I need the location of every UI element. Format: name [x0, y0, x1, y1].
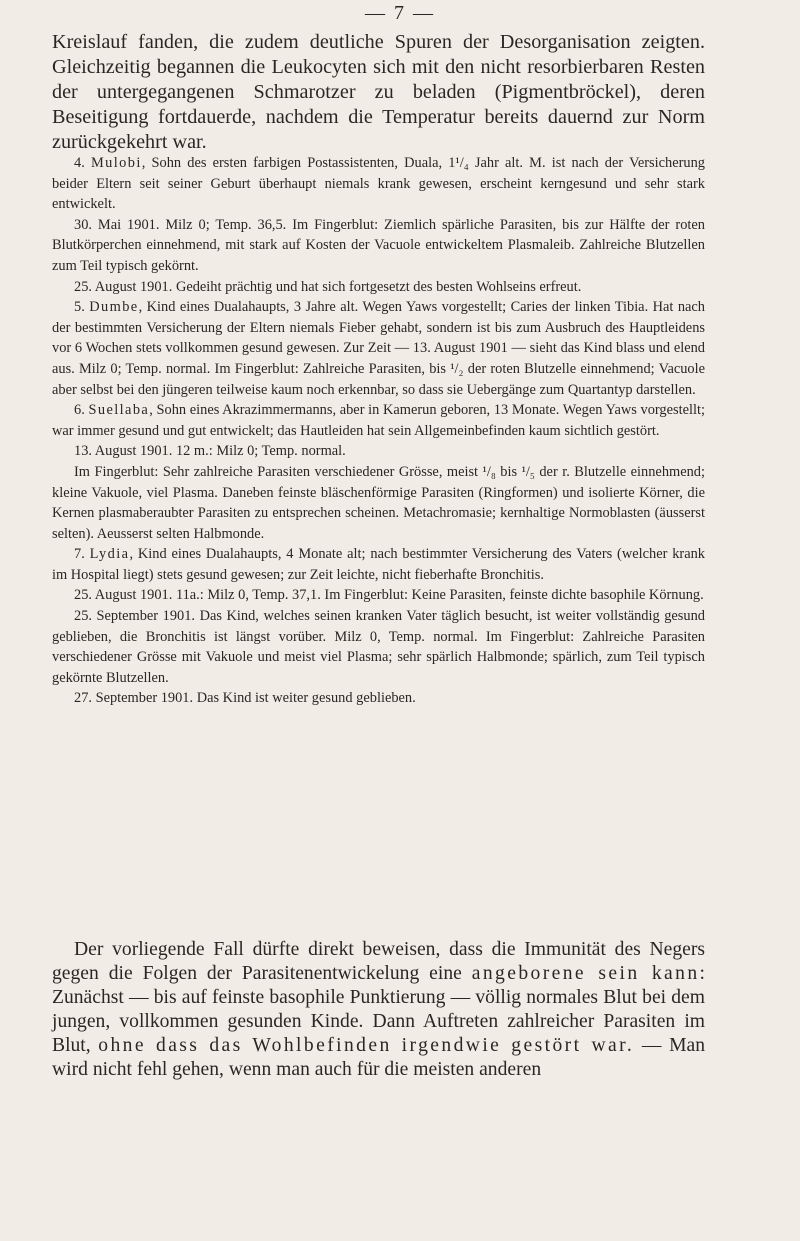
patient-name: Lydia — [89, 546, 130, 563]
conclusion-paragraph — [52, 938, 705, 1082]
case-paragraph: 25. August 1901. Gedeiht prächtig und hat sich fortgesetzt des besten Wohlseins erfreut. — [74, 278, 582, 295]
case-paragraph: 5. Dumbe, Kind eines Dualahaupts, 3 Jahre alt. Wegen Yaws vorgestellt; Caries der linken Tibia. Hat nach der bestimmten Versicherung der Eltern niemals Fieber gehabt, sondern ist bis zum Ausbruch des Hauptleidens vor 6 Wochen stets vollkommen gesund gewesen. Zur Zeit — 13. August 1901 — sieht das Kind blass und elend aus. Milz 0; Temp. normal. Im Fingerblut: Zahlreiche Parasiten, bis ¹/₂ der roten Blutzelle einnehmend; Vacuole aber selbst bei den jüngeren teilweise kaum noch erkennbar, so dass sie Uebergänge zum Quartantyp darstellen. — [52, 299, 705, 398]
emphasis-spaced: ohne dass das Wohlbefinden irgendwie gestört war. — [98, 1035, 635, 1056]
conclusion-text: Der vorliegende Fall dürfte direkt beweisen, dass die Immunität des Negers gegen die Folgen der Parasitenentwickelung eine angeborene sein kann: Zunächst — bis auf feinste basophile Punktierung — völlig normales Blut bei dem jungen, vollkommen gesunden Kinde. Dann Auftreten zahlreicher Parasiten im Blut, ohne dass das Wohlbefinden irgendwie gestört war. — Man wird nicht fehl gehen, wenn man auch für die meisten anderen — [52, 939, 705, 1080]
case-paragraph: Im Fingerblut: Sehr zahlreiche Parasiten verschiedener Grösse, meist ¹/₈ bis ¹/₅ der r. Blutzelle einnehmend; kleine Vakuole, viel Plasma. Daneben feinste bläschenförmige Parasiten (Ringformen) und isolierte Körner, die Kernen plasmaberaubter Parasiten zu entsprechen scheinen. Metachromasie; kernhaltige Normoblasten (äusserst selten). Aeusserst selten Halbmonde. — [52, 463, 705, 542]
emphasis-spaced: angeborene sein kann — [471, 963, 700, 984]
patient-name: Dumbe — [89, 299, 139, 316]
page-number: — 7 — — [365, 2, 435, 24]
intro-paragraph — [52, 30, 705, 155]
case-paragraph: 6. Suellaba, Sohn eines Akrazimmermanns, aber in Kamerun geboren, 13 Monate. Wegen Yaws vorgestellt; war immer gesund und gut entwickelt; das Hautleiden hat sein Allgemeinbefinden kaum sichtlich gestört. — [52, 402, 705, 439]
patient-name: Mulobi — [90, 155, 142, 171]
case-paragraph: 30. Mai 1901. Milz 0; Temp. 36,5. Im Fingerblut: Ziemlich spärliche Parasiten, bis zur Hälfte der roten Blutkörperchen einnehmend, mit stark auf Kosten der Vacuole entwickeltem Plasmaleib. Zahlreiche Blutzellen zum Teil typisch gekörnt. — [52, 216, 705, 274]
case-paragraph: 27. September 1901. Das Kind ist weiter gesund geblieben. — [74, 690, 416, 707]
case-paragraph: 25. August 1901. 11a.: Milz 0, Temp. 37,1. Im Fingerblut: Keine Parasiten, feinste dichte basophile Körnung. — [74, 587, 704, 604]
case-paragraph: 4. Mulobi, Sohn des ersten farbigen Postassistenten, Duala, 1¹/₄ Jahr alt. M. ist nach der Versicherung beider Eltern seit seiner Geburt überhaupt niemals krank gewesen, erscheint kerngesund und sehr stark entwickelt. — [52, 155, 705, 213]
case-paragraph: 7. Lydia, Kind eines Dualahaupts, 4 Monate alt; nach bestimmter Versicherung des Vaters (welcher krank im Hospital liegt) stets gesund gewesen; zur Zeit leichte, nicht fieberhafte Bronchitis. — [52, 546, 705, 583]
case-paragraph: 25. September 1901. Das Kind, welches seinen kranken Vater täglich besucht, ist weiter vollständig gesund geblieben, die Bronchitis ist längst vorüber. Milz 0, Temp. normal. Im Fingerblut: Zahlreiche Parasiten verschiedener Grösse mit Vakuole und meist viel Plasma; sehr spärlich Halbmonde; spärlich, zum Teil typisch gekörnte Blutzellen. — [52, 608, 705, 686]
patient-name: Suellaba — [88, 402, 150, 419]
intro-text: Kreislauf fanden, die zudem deutliche Spuren der Desorganisation zeigten. Gleichzeitig begannen die Leukocyten sich mit den nicht resorbierbaren Resten der untergegangenen Schmarotzer zu beladen (Pigmentbröckel), deren Beseitigung fortdauerde, nachdem die Temperatur bereits dauernd zur Norm zurückgekehrt war. — [52, 31, 705, 153]
case-reports — [52, 153, 705, 709]
case-paragraph: 13. August 1901. 12 m.: Milz 0; Temp. normal. — [74, 443, 346, 460]
